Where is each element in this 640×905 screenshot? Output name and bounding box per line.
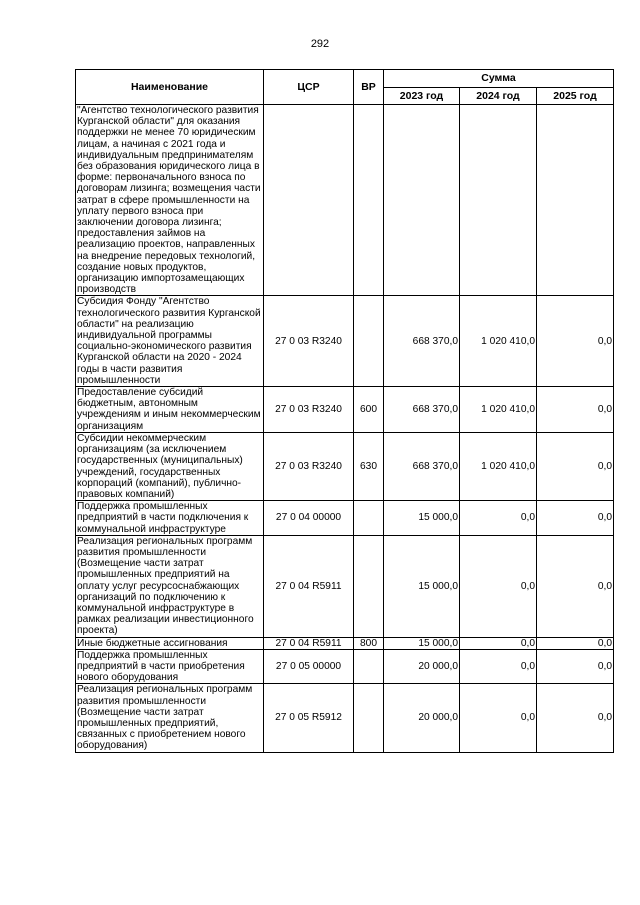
- row-2024: 0,0: [460, 637, 537, 649]
- table-row: [76, 105, 614, 296]
- budget-table: [75, 69, 614, 753]
- table-row: [76, 296, 614, 387]
- row-2024: 1 020 410,0: [460, 387, 537, 433]
- row-2024: 1 020 410,0: [460, 432, 537, 500]
- row-name: Предоставление субсидий бюджетным, автономным учреждениям и иным некоммерческим организациям: [76, 387, 264, 433]
- row-name: Реализация региональных программ развития промышленности (Возмещение части затрат промышленных предприятий, связанных с приобретением нового оборудования): [76, 684, 264, 752]
- row-2024: 1 020 410,0: [460, 296, 537, 387]
- row-vr: [354, 296, 384, 387]
- row-vr: 800: [354, 637, 384, 649]
- table-row: [76, 501, 614, 536]
- row-name: Реализация региональных программ развития промышленности (Возмещение части затрат промышленных предприятий на оплату услуг ресурсоснабжающих организаций по подключению к коммунальной инфраструктуре в рамках реализации инвестиционного проекта): [76, 535, 264, 637]
- row-2024: 0,0: [460, 649, 537, 684]
- row-2025: 0,0: [537, 535, 614, 637]
- page-number: 292: [310, 38, 330, 50]
- row-2023: 668 370,0: [384, 387, 460, 433]
- row-name: Поддержка промышленных предприятий в части подключения к коммунальной инфраструктуре: [76, 501, 264, 536]
- table-row: [76, 684, 614, 752]
- table-row: [76, 637, 614, 649]
- row-vr: [354, 105, 384, 296]
- row-csr: 27 0 05 R5912: [264, 684, 354, 752]
- header-sum: Сумма: [384, 70, 614, 88]
- row-vr: [354, 684, 384, 752]
- table-row: [76, 535, 614, 637]
- row-2025: 0,0: [537, 387, 614, 433]
- row-vr: [354, 501, 384, 536]
- row-name: Поддержка промышленных предприятий в части приобретения нового оборудования: [76, 649, 264, 684]
- table-header-row: [76, 70, 614, 88]
- row-2025: [537, 105, 614, 296]
- header-2025: 2025 год: [537, 87, 614, 105]
- row-2024: 0,0: [460, 535, 537, 637]
- row-2023: 15 000,0: [384, 637, 460, 649]
- row-2023: 15 000,0: [384, 535, 460, 637]
- row-vr: [354, 649, 384, 684]
- row-name: Субсидии некоммерческим организациям (за исключением государственных (муниципальных) учреждений, государственных корпораций (компаний), публично-правовых компаний): [76, 432, 264, 500]
- row-name: Иные бюджетные ассигнования: [76, 637, 264, 649]
- row-csr: 27 0 05 00000: [264, 649, 354, 684]
- row-csr: 27 0 03 R3240: [264, 387, 354, 433]
- row-2023: 20 000,0: [384, 684, 460, 752]
- row-2025: 0,0: [537, 637, 614, 649]
- row-csr: 27 0 04 R5911: [264, 535, 354, 637]
- table-row: [76, 432, 614, 500]
- row-vr: 600: [354, 387, 384, 433]
- row-csr: 27 0 04 00000: [264, 501, 354, 536]
- row-2025: 0,0: [537, 649, 614, 684]
- table-row: [76, 649, 614, 684]
- row-2025: 0,0: [537, 432, 614, 500]
- table-row: [76, 387, 614, 433]
- header-2023: 2023 год: [384, 87, 460, 105]
- row-2024: [460, 105, 537, 296]
- row-csr: 27 0 03 R3240: [264, 296, 354, 387]
- row-2023: 668 370,0: [384, 296, 460, 387]
- row-2023: 15 000,0: [384, 501, 460, 536]
- row-csr: [264, 105, 354, 296]
- row-2023: [384, 105, 460, 296]
- row-2025: 0,0: [537, 501, 614, 536]
- row-2025: 0,0: [537, 296, 614, 387]
- row-vr: [354, 535, 384, 637]
- row-vr: 630: [354, 432, 384, 500]
- row-2024: 0,0: [460, 684, 537, 752]
- header-name: Наименование: [76, 70, 264, 105]
- row-2023: 668 370,0: [384, 432, 460, 500]
- header-2024: 2024 год: [460, 87, 537, 105]
- row-name: Субсидия Фонду "Агентство технологического развития Курганской области" на реализацию индивидуальной программы социально-экономического развития Курганской области на 2020 - 2024 годы в части развития промышленности: [76, 296, 264, 387]
- row-2023: 20 000,0: [384, 649, 460, 684]
- header-csr: ЦСР: [264, 70, 354, 105]
- row-2024: 0,0: [460, 501, 537, 536]
- row-csr: 27 0 04 R5911: [264, 637, 354, 649]
- row-2025: 0,0: [537, 684, 614, 752]
- row-csr: 27 0 03 R3240: [264, 432, 354, 500]
- row-name: "Агентство технологического развития Курганской области" для оказания поддержки не менее 70 юридическим лицам, а начиная с 2021 года и индивидуальным предпринимателям без образования юридического лица в форме: первоначального взноса по договорам лизинга; возмещения части затрат в сфере промышленности на уплату первого взноса при заключении договора лизинга; предоставления займов на реализацию проектов, направленных на внедрение передовых технологий, создание новых продуктов, организацию импортозамещающих производств: [76, 105, 264, 296]
- header-vr: ВР: [354, 70, 384, 105]
